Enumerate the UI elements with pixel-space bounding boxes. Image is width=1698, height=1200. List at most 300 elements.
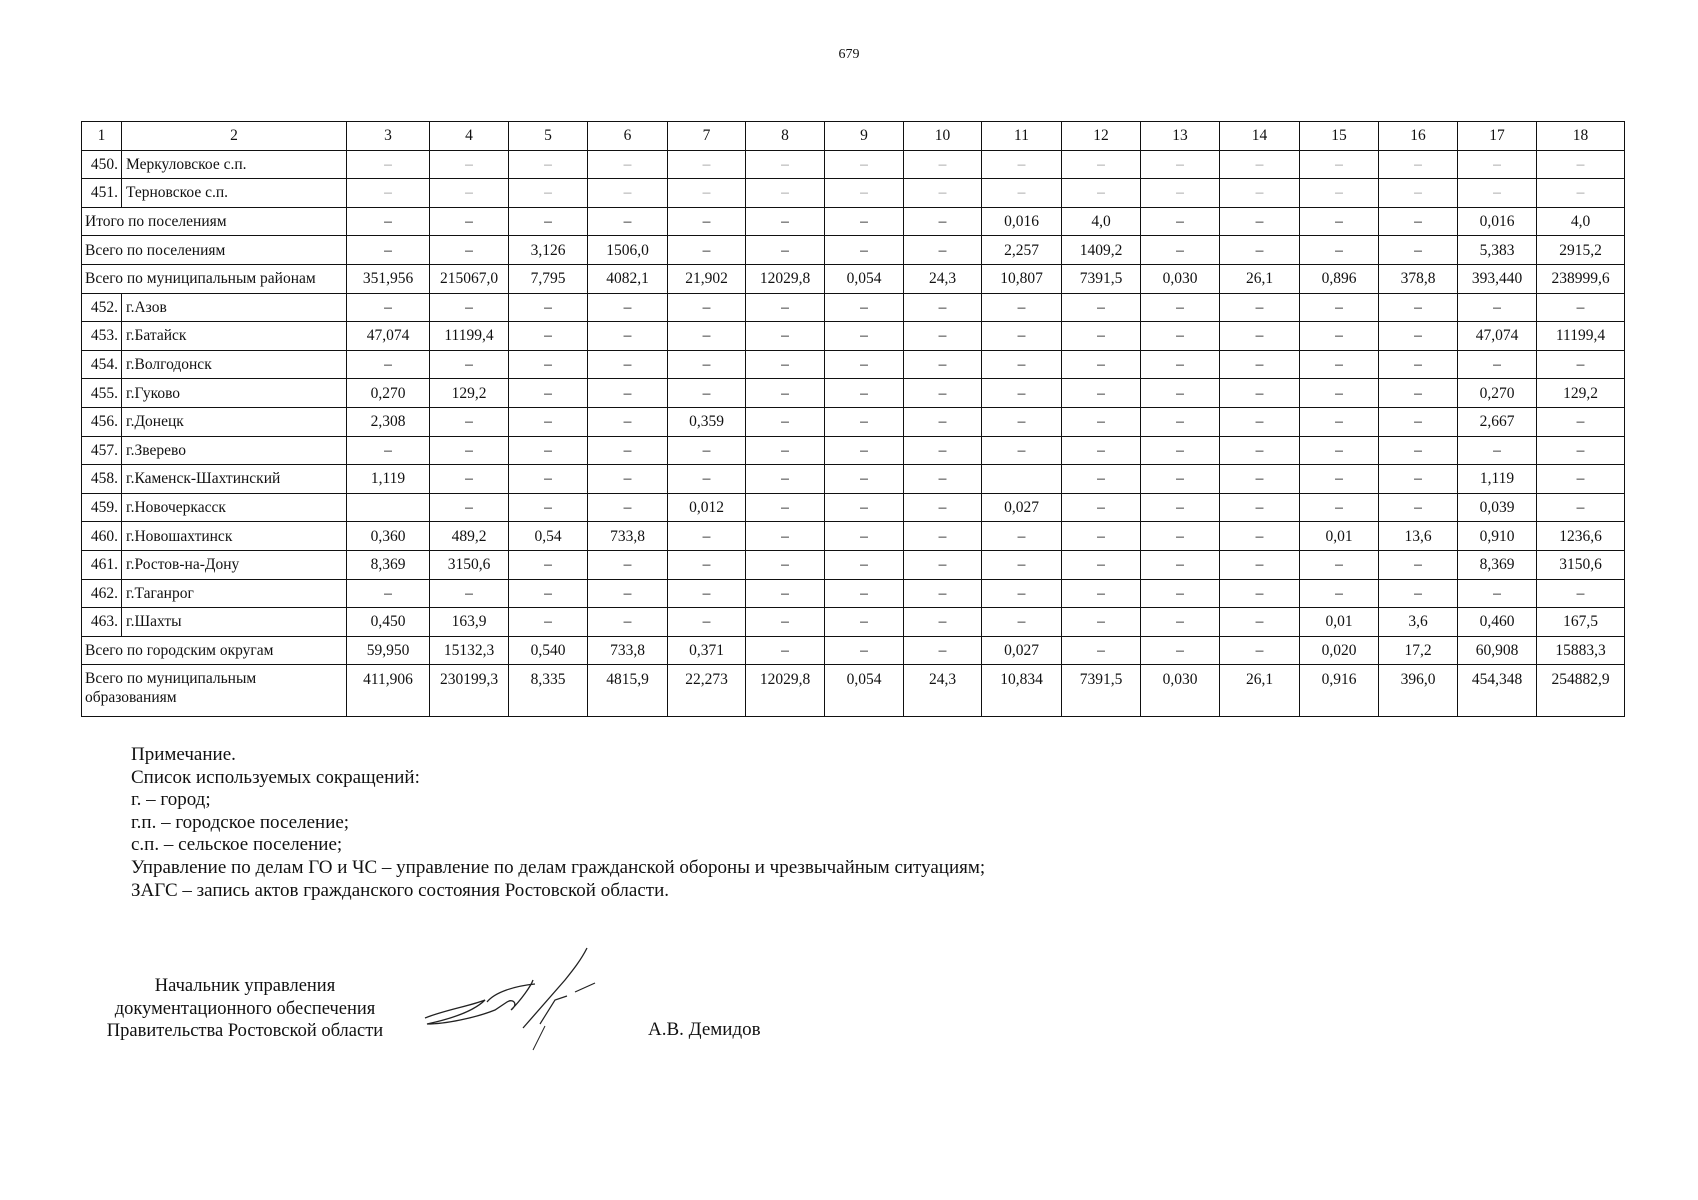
value-cell: – [746,407,825,436]
value-cell: 59,950 [347,636,430,665]
value-cell: – [825,207,904,236]
value-cell: – [1379,436,1458,465]
value-cell: – [825,379,904,408]
total-label: Всего по городским округам [82,636,347,665]
value-cell: – [825,636,904,665]
value-cell: – [347,179,430,208]
signatory-title-line: Начальник управления [154,976,336,996]
value-cell: – [825,179,904,208]
value-cell: – [1220,150,1300,179]
table-row [82,150,1625,179]
value-cell: – [1220,465,1300,494]
row-number: 456. [82,407,122,436]
value-cell: – [1300,436,1379,465]
value-cell: 11199,4 [430,322,509,351]
value-cell: 230199,3 [430,665,509,717]
value-cell: – [746,636,825,665]
value-cell: 0,460 [1458,608,1537,637]
value-cell: – [904,322,982,351]
value-cell: – [1141,350,1220,379]
value-cell: – [825,236,904,265]
value-cell: – [668,379,746,408]
table-row [82,407,1625,436]
value-cell: – [904,350,982,379]
row-number: 463. [82,608,122,637]
row-number: 450. [82,150,122,179]
value-cell: 26,1 [1220,665,1300,717]
total-row [82,264,1625,293]
value-cell: – [1062,608,1141,637]
row-name: г.Новочеркасск [122,493,347,522]
value-cell: – [1537,436,1625,465]
value-cell: – [1379,379,1458,408]
total-row [82,665,1625,717]
row-number: 458. [82,465,122,494]
value-cell: 0,012 [668,493,746,522]
value-cell: – [509,608,588,637]
value-cell: 489,2 [430,522,509,551]
value-cell: – [982,608,1062,637]
value-cell: – [1220,436,1300,465]
column-header: 17 [1458,122,1537,151]
value-cell: 13,6 [1379,522,1458,551]
value-cell: – [904,379,982,408]
value-cell: – [1537,579,1625,608]
total-row [82,236,1625,265]
value-cell: 0,030 [1141,264,1220,293]
header-row [82,122,1625,151]
value-cell: 22,273 [668,665,746,717]
value-cell: – [1062,550,1141,579]
value-cell: – [1220,350,1300,379]
value-cell: – [1220,636,1300,665]
value-cell: 3,6 [1379,608,1458,637]
value-cell: 0,027 [982,636,1062,665]
value-cell: 0,039 [1458,493,1537,522]
value-cell: 129,2 [1537,379,1625,408]
value-cell: – [509,322,588,351]
row-name: г.Донецк [122,407,347,436]
value-cell: – [1379,550,1458,579]
value-cell: 0,54 [509,522,588,551]
value-cell: – [1300,293,1379,322]
value-cell: 60,908 [1458,636,1537,665]
value-cell: – [746,465,825,494]
value-cell: – [430,179,509,208]
table-row [82,608,1625,637]
value-cell: – [904,550,982,579]
row-name: г.Батайск [122,322,347,351]
value-cell: – [904,150,982,179]
value-cell: – [1379,493,1458,522]
value-cell: – [588,550,668,579]
value-cell: – [1300,150,1379,179]
value-cell: – [430,579,509,608]
notes-line: г.п. – городское поселение; [131,811,350,833]
value-cell: – [1379,236,1458,265]
value-cell: – [746,379,825,408]
value-cell: – [1458,293,1537,322]
value-cell: – [1300,322,1379,351]
value-cell: 0,359 [668,407,746,436]
value-cell: – [1537,407,1625,436]
column-header: 12 [1062,122,1141,151]
column-header: 13 [1141,122,1220,151]
value-cell: – [1458,350,1537,379]
value-cell: – [509,579,588,608]
value-cell: – [746,350,825,379]
table-body [82,122,1625,717]
value-cell: – [509,550,588,579]
value-cell: – [347,436,430,465]
value-cell: 396,0 [1379,665,1458,717]
value-cell: 0,270 [1458,379,1537,408]
value-cell: – [904,636,982,665]
value-cell: – [746,322,825,351]
row-name: г.Каменск-Шахтинский [122,465,347,494]
value-cell: – [825,522,904,551]
row-name: Терновское с.п. [122,179,347,208]
value-cell: – [1062,436,1141,465]
value-cell: 411,906 [347,665,430,717]
table-row [82,322,1625,351]
value-cell: – [1220,179,1300,208]
value-cell: – [430,293,509,322]
value-cell: – [1141,207,1220,236]
value-cell: – [1141,436,1220,465]
value-cell: 12029,8 [746,264,825,293]
data-table [81,121,1625,717]
value-cell: – [1220,550,1300,579]
value-cell: 17,2 [1379,636,1458,665]
value-cell: 0,054 [825,264,904,293]
value-cell: – [1141,608,1220,637]
handwritten-signature [415,940,635,1060]
value-cell: – [825,150,904,179]
value-cell: – [1141,550,1220,579]
value-cell: – [347,579,430,608]
value-cell: – [1300,207,1379,236]
value-cell: 1506,0 [588,236,668,265]
table-row [82,436,1625,465]
value-cell: – [430,350,509,379]
value-cell: – [1141,379,1220,408]
signatory-title-line: Правительства Ростовской области [106,1021,384,1041]
value-cell: – [746,493,825,522]
table-row [82,550,1625,579]
value-cell: – [1062,465,1141,494]
notes-line: Список используемых сокращений: [131,766,420,788]
notes-line: г. – город; [131,789,211,811]
value-cell: 7,795 [509,264,588,293]
value-cell: – [509,293,588,322]
value-cell: 254882,9 [1537,665,1625,717]
value-cell: 0,371 [668,636,746,665]
value-cell: 3,126 [509,236,588,265]
value-cell: – [904,579,982,608]
table-row [82,522,1625,551]
value-cell: 8,369 [347,550,430,579]
value-cell: 167,5 [1537,608,1625,637]
value-cell: – [825,350,904,379]
value-cell: – [1062,179,1141,208]
value-cell: – [347,207,430,236]
value-cell: 0,450 [347,608,430,637]
table-row [82,493,1625,522]
value-cell: – [509,465,588,494]
value-cell: 215067,0 [430,264,509,293]
value-cell: – [982,179,1062,208]
value-cell: 0,01 [1300,608,1379,637]
value-cell: 4,0 [1062,207,1141,236]
value-cell: – [1062,522,1141,551]
value-cell: – [982,436,1062,465]
value-cell: – [1141,407,1220,436]
value-cell: – [1062,293,1141,322]
row-name: г.Азов [122,293,347,322]
value-cell: – [825,436,904,465]
value-cell: – [347,293,430,322]
column-header: 6 [588,122,668,151]
value-cell: – [825,293,904,322]
value-cell: – [668,236,746,265]
value-cell: – [746,579,825,608]
value-cell: – [1062,379,1141,408]
value-cell: – [588,407,668,436]
value-cell: – [825,465,904,494]
value-cell: – [588,322,668,351]
value-cell: – [746,550,825,579]
value-cell: – [1379,293,1458,322]
value-cell: 15132,3 [430,636,509,665]
value-cell: 26,1 [1220,264,1300,293]
value-cell: 129,2 [430,379,509,408]
value-cell: 7391,5 [1062,264,1141,293]
value-cell: – [1300,179,1379,208]
value-cell: 0,020 [1300,636,1379,665]
value-cell: – [588,179,668,208]
value-cell: – [1300,236,1379,265]
value-cell [982,465,1062,494]
value-cell: – [430,407,509,436]
value-cell: 733,8 [588,636,668,665]
table-row [82,379,1625,408]
value-cell: – [746,150,825,179]
value-cell: – [825,608,904,637]
value-cell: 10,807 [982,264,1062,293]
value-cell: – [1537,293,1625,322]
value-cell: 1236,6 [1537,522,1625,551]
value-cell: – [509,493,588,522]
value-cell: 21,902 [668,264,746,293]
value-cell: 8,369 [1458,550,1537,579]
value-cell: – [1537,150,1625,179]
notes-line: с.п. – сельское поселение; [131,834,343,856]
value-cell: 15883,3 [1537,636,1625,665]
value-cell: 1,119 [1458,465,1537,494]
table-row [82,465,1625,494]
column-header: 4 [430,122,509,151]
value-cell: 5,383 [1458,236,1537,265]
value-cell: 0,016 [1458,207,1537,236]
notes-section [131,744,985,902]
value-cell: – [746,179,825,208]
row-number: 461. [82,550,122,579]
value-cell: – [1379,465,1458,494]
value-cell: – [509,150,588,179]
value-cell: – [904,236,982,265]
value-cell: – [668,608,746,637]
value-cell: 0,916 [1300,665,1379,717]
value-cell: – [1220,493,1300,522]
value-cell: – [904,608,982,637]
value-cell: 393,440 [1458,264,1537,293]
value-cell: – [1300,465,1379,494]
value-cell: – [668,150,746,179]
table-row [82,293,1625,322]
value-cell: – [588,436,668,465]
signatory-title-line: документационного обеспечения [114,998,376,1019]
value-cell: – [904,179,982,208]
value-cell: – [825,407,904,436]
value-cell: – [1537,493,1625,522]
value-cell: – [1537,350,1625,379]
value-cell: 0,360 [347,522,430,551]
value-cell: – [1062,636,1141,665]
value-cell: – [1220,379,1300,408]
value-cell: – [430,436,509,465]
value-cell: – [430,207,509,236]
value-cell: 378,8 [1379,264,1458,293]
value-cell: – [982,322,1062,351]
row-name: Меркуловское с.п. [122,150,347,179]
value-cell: – [430,236,509,265]
total-label: Итого по поселениям [82,207,347,236]
value-cell: 0,030 [1141,665,1220,717]
value-cell: – [668,179,746,208]
value-cell: – [1220,522,1300,551]
value-cell: – [588,293,668,322]
value-cell: – [668,522,746,551]
value-cell: 47,074 [1458,322,1537,351]
value-cell: – [825,493,904,522]
value-cell: – [1220,579,1300,608]
value-cell: – [1141,322,1220,351]
row-number: 460. [82,522,122,551]
value-cell: – [509,407,588,436]
value-cell: – [982,579,1062,608]
value-cell: – [668,350,746,379]
row-name: г.Новошахтинск [122,522,347,551]
value-cell: 24,3 [904,264,982,293]
value-cell: 47,074 [347,322,430,351]
page-number: 679 [838,47,860,62]
value-cell: – [668,436,746,465]
value-cell: 12029,8 [746,665,825,717]
value-cell: – [746,207,825,236]
value-cell: – [1300,379,1379,408]
value-cell: – [982,550,1062,579]
value-cell: – [1300,350,1379,379]
row-number: 453. [82,322,122,351]
value-cell: – [1062,322,1141,351]
row-number: 457. [82,436,122,465]
value-cell: – [1062,579,1141,608]
value-cell: – [1220,407,1300,436]
value-cell: – [1458,436,1537,465]
row-name: г.Таганрог [122,579,347,608]
value-cell: – [509,207,588,236]
value-cell: 163,9 [430,608,509,637]
value-cell: – [904,465,982,494]
row-number: 459. [82,493,122,522]
value-cell: – [982,407,1062,436]
value-cell: – [904,293,982,322]
value-cell: – [1379,350,1458,379]
column-header: 5 [509,122,588,151]
value-cell: – [668,550,746,579]
value-cell: – [588,150,668,179]
value-cell: – [1141,579,1220,608]
value-cell: 454,348 [1458,665,1537,717]
column-header: 16 [1379,122,1458,151]
row-number: 462. [82,579,122,608]
value-cell: – [1379,322,1458,351]
value-cell: – [1141,636,1220,665]
signatory-name: А.В. Демидов [648,1019,761,1040]
value-cell: 733,8 [588,522,668,551]
value-cell: – [1300,493,1379,522]
column-header: 11 [982,122,1062,151]
value-cell: – [825,579,904,608]
value-cell: – [825,322,904,351]
value-cell: – [1141,150,1220,179]
value-cell: – [1062,407,1141,436]
notes-title: Примечание. [131,744,236,765]
column-header: 1 [82,122,122,151]
value-cell: – [1537,179,1625,208]
value-cell: – [1062,350,1141,379]
value-cell: 0,027 [982,493,1062,522]
value-cell: – [1141,179,1220,208]
total-row [82,636,1625,665]
column-header: 3 [347,122,430,151]
value-cell: – [1379,179,1458,208]
value-cell: 0,270 [347,379,430,408]
value-cell: 0,540 [509,636,588,665]
value-cell: – [746,236,825,265]
value-cell: – [1458,179,1537,208]
row-number: 452. [82,293,122,322]
value-cell: – [588,608,668,637]
row-name: г.Ростов-на-Дону [122,550,347,579]
signatory-title [85,975,405,1043]
value-cell: 0,016 [982,207,1062,236]
value-cell: – [982,522,1062,551]
value-cell: – [1458,150,1537,179]
value-cell: – [1300,550,1379,579]
value-cell: – [588,465,668,494]
column-header: 9 [825,122,904,151]
value-cell: 3150,6 [1537,550,1625,579]
table-row [82,350,1625,379]
value-cell: – [1458,579,1537,608]
value-cell: – [904,407,982,436]
value-cell: – [1141,522,1220,551]
value-cell: 10,834 [982,665,1062,717]
value-cell: – [904,436,982,465]
value-cell: – [825,550,904,579]
